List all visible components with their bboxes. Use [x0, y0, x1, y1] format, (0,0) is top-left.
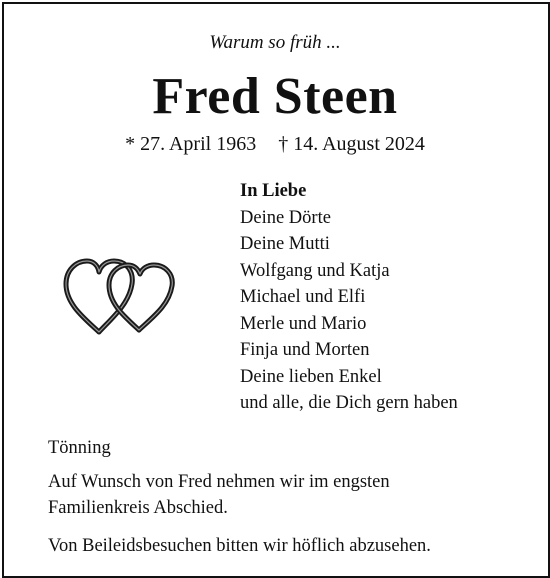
- death-date: † 14. August 2024: [278, 133, 425, 155]
- mourner-name: Wolfgang und Katja: [240, 260, 390, 281]
- mourner-name: Deine lieben Enkel: [240, 366, 382, 387]
- mourner-name: Merle und Mario: [240, 313, 367, 334]
- birth-date: * 27. April 1963: [125, 133, 257, 155]
- life-dates: [0, 131, 550, 157]
- town-name: Tönning: [48, 438, 111, 458]
- mourner-name: Finja und Morten: [240, 340, 370, 360]
- interlocked-hearts-icon: [62, 252, 178, 338]
- motto: Warum so früh ...: [209, 32, 341, 53]
- mourner-name: Michael und Elfi: [240, 287, 366, 307]
- funeral-notice-line: Auf Wunsch von Fred nehmen wir im engsten: [48, 472, 390, 492]
- mourner-name: Deine Mutti: [240, 234, 330, 254]
- funeral-notice-line: Familienkreis Abschied.: [48, 498, 228, 518]
- mourner-name: und alle, die Dich gern haben: [240, 393, 458, 413]
- mourners-lead: In Liebe: [240, 181, 307, 201]
- mourner-name: Deine Dörte: [240, 207, 331, 228]
- deceased-name: Fred Steen: [152, 68, 398, 125]
- condolence-request: Von Beileidsbesuchen bitten wir höflich abzusehen.: [48, 536, 431, 556]
- funeral-notice: [48, 469, 390, 521]
- mourners-list: [240, 178, 458, 417]
